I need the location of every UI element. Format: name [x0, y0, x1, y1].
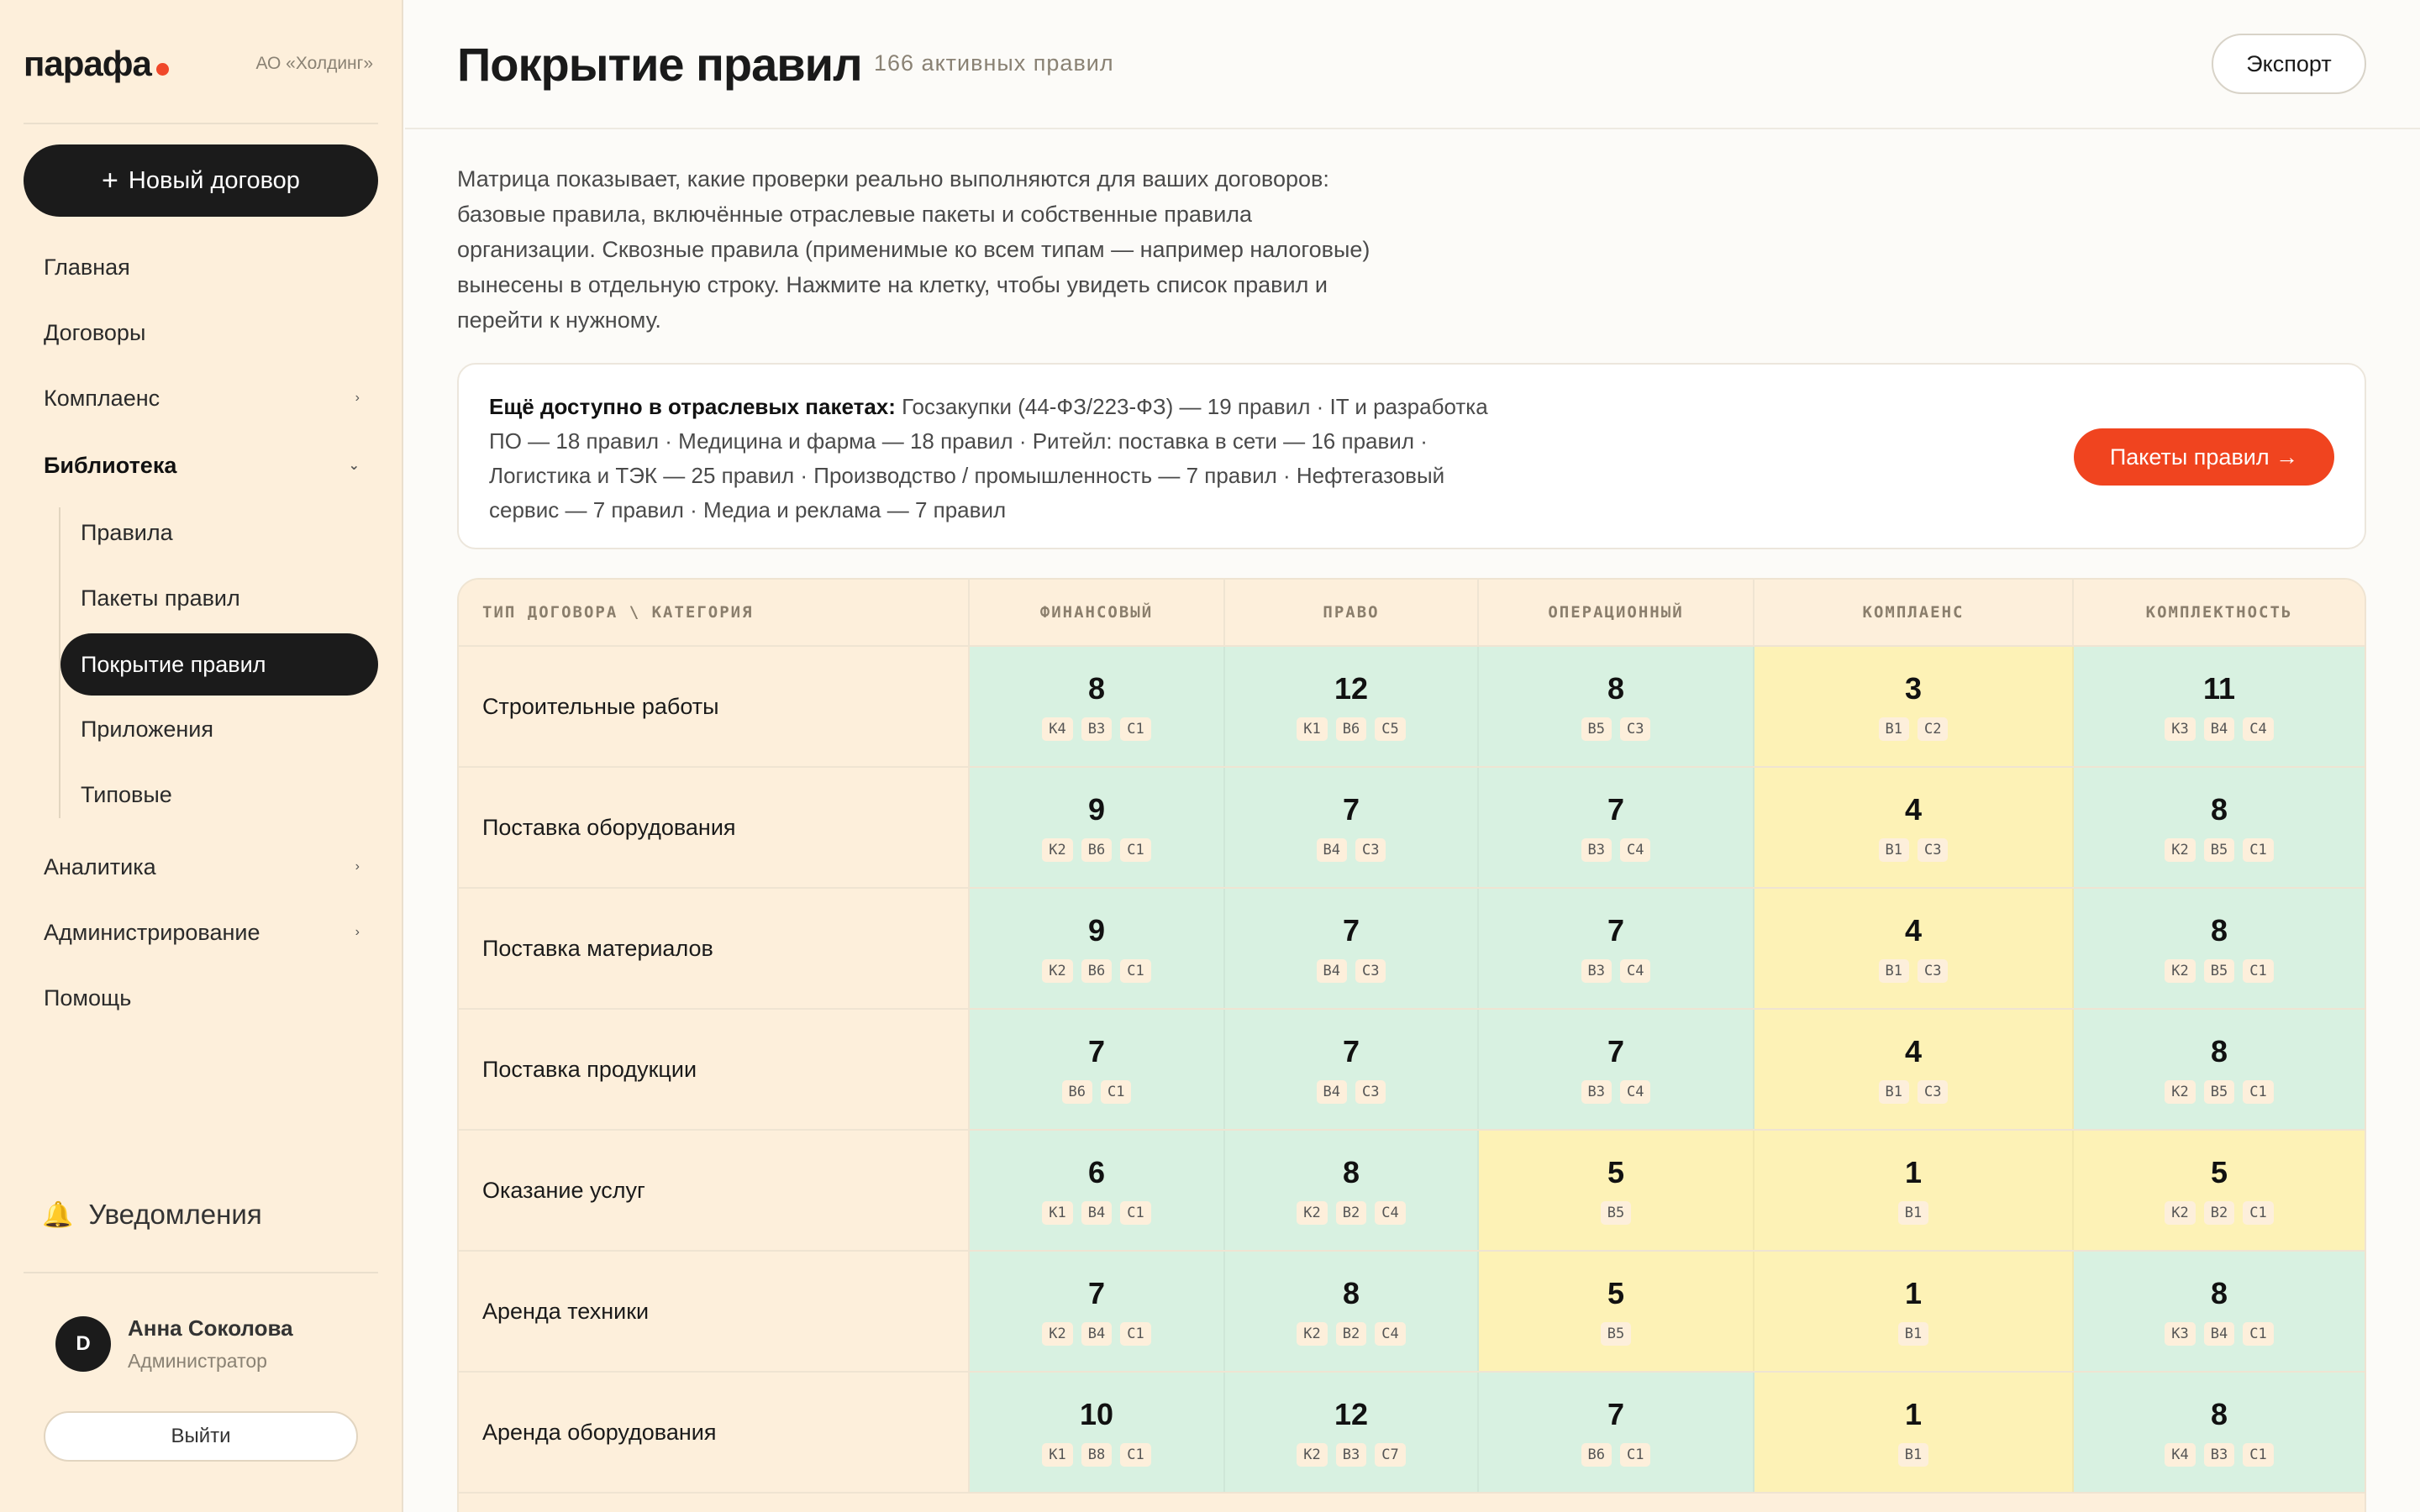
cell-chips — [1581, 717, 1651, 741]
cell-rule-count: 10 — [1079, 1397, 1114, 1431]
rule-chip: B2 — [1336, 1201, 1366, 1225]
rule-chip: C3 — [1355, 838, 1386, 862]
rule-chip: C1 — [1120, 1443, 1150, 1467]
rule-chip: B2 — [2204, 1201, 2234, 1225]
sidebar-item-home[interactable] — [44, 244, 378, 291]
rule-chip: C3 — [1355, 1080, 1386, 1104]
matrix-cell[interactable] — [1479, 647, 1754, 766]
rule-chip: B3 — [1581, 959, 1612, 983]
matrix-cell[interactable] — [1225, 1131, 1479, 1250]
rule-chip: B6 — [1581, 1443, 1612, 1467]
rule-chip: C4 — [1620, 959, 1650, 983]
cell-chips — [2165, 717, 2273, 741]
rule-chip: B1 — [1879, 717, 1909, 741]
export-button[interactable]: Экспорт — [2212, 34, 2366, 94]
column-header-legal: ПРАВО — [1225, 580, 1479, 645]
rule-chip: K1 — [1297, 717, 1327, 741]
rule-chip: B3 — [1581, 838, 1612, 862]
rule-chip: B4 — [2204, 1322, 2234, 1346]
rule-chip: C1 — [1101, 1080, 1131, 1104]
rule-chip: K2 — [2165, 838, 2195, 862]
rule-chip: B6 — [1336, 717, 1366, 741]
page-description: Матрица показывает, какие проверки реально выполняются для ваших договоров: базовые правила, включённые отраслевые пакеты и собственные правила организации. Сквозные правила (применимые ко всем типам — например налоговые) вынесены в отдельную строку. Нажмите на клетку, чтобы увидеть список правил и перейти к нужному. — [457, 166, 1370, 333]
rule-chip: C1 — [2243, 1322, 2273, 1346]
sidebar-item-label: Библиотека — [44, 452, 177, 478]
table-row — [459, 1373, 2365, 1494]
rule-chip: C4 — [1620, 1080, 1650, 1104]
sidebar-item-compliance[interactable] — [44, 375, 378, 422]
rule-chip: C1 — [2243, 959, 2273, 983]
row-label: Строительные работы — [459, 647, 970, 766]
sidebar-item-label: Администрирование — [44, 919, 260, 945]
cell-chips — [1601, 1322, 1631, 1346]
cell-chips — [1898, 1201, 1928, 1225]
sidebar-item-administration[interactable] — [44, 909, 378, 956]
matrix-body — [459, 647, 2365, 1494]
row-label: Оказание услуг — [459, 1131, 970, 1250]
rule-chip: C7 — [1375, 1443, 1405, 1467]
cell-rule-count: 4 — [1904, 913, 1923, 948]
bell-icon: 🔔 — [42, 1200, 74, 1229]
rule-chip: C3 — [1620, 717, 1650, 741]
cell-rule-count: 11 — [2202, 671, 2236, 706]
brand-row — [24, 44, 373, 83]
logo[interactable] — [24, 44, 169, 84]
cell-rule-count: 7 — [1607, 1397, 1625, 1431]
industry-packs-banner — [457, 363, 2366, 549]
active-rules-count: 166 активных правил — [874, 50, 1114, 76]
chevron-right-icon: › — [355, 391, 360, 405]
page-header — [405, 0, 2420, 129]
matrix-cell[interactable] — [1754, 889, 2074, 1008]
matrix-cell[interactable] — [1225, 1252, 1479, 1371]
chevron-right-icon: › — [355, 859, 360, 874]
rule-chip: K2 — [1297, 1322, 1327, 1346]
cell-rule-count: 1 — [1904, 1397, 1923, 1431]
cell-chips — [1879, 838, 1949, 862]
sidebar-item-label: Комплаенс — [44, 385, 160, 411]
chevron-down-icon: ⌄ — [348, 459, 360, 473]
sidebar-subitem-rules[interactable] — [81, 509, 378, 556]
rule-chip: C1 — [1120, 717, 1150, 741]
matrix-cell[interactable] — [2074, 768, 2365, 887]
rule-chip: K2 — [1297, 1443, 1327, 1467]
cell-chips — [1062, 1080, 1132, 1104]
rule-chip: B4 — [1317, 838, 1347, 862]
rule-chip: C5 — [1375, 717, 1405, 741]
cell-chips — [1317, 1080, 1386, 1104]
rule-chip: K2 — [1042, 838, 1072, 862]
matrix-cell[interactable] — [1754, 647, 2074, 766]
sidebar-subitem-appendices[interactable] — [81, 706, 378, 753]
cell-rule-count: 7 — [1607, 913, 1625, 948]
user-meta — [128, 1315, 293, 1373]
matrix-cell[interactable] — [2074, 1252, 2365, 1371]
matrix-cell[interactable] — [970, 1131, 1225, 1250]
rule-chip: C3 — [1918, 1080, 1948, 1104]
cell-chips — [1297, 1322, 1405, 1346]
organization-name[interactable]: АО «Холдинг» — [255, 54, 373, 73]
rule-chip: K1 — [1042, 1443, 1072, 1467]
rule-chip: B1 — [1879, 838, 1909, 862]
matrix-cell[interactable] — [2074, 1131, 2365, 1250]
cell-rule-count: 7 — [1607, 1034, 1625, 1068]
sidebar-item-library[interactable] — [44, 442, 378, 489]
cell-rule-count: 5 — [1607, 1276, 1625, 1310]
cell-chips — [1581, 838, 1651, 862]
chevron-right-icon: › — [355, 925, 360, 939]
cell-rule-count: 8 — [2210, 1034, 2228, 1068]
matrix-cell[interactable] — [1754, 1010, 2074, 1129]
table-row — [459, 1131, 2365, 1252]
rule-chip: K1 — [1042, 1201, 1072, 1225]
rule-chip: C1 — [2243, 1201, 2273, 1225]
sidebar-subitem-label: Приложения — [81, 716, 213, 742]
sidebar — [0, 0, 403, 1512]
rule-chip: C1 — [1120, 959, 1150, 983]
cell-chips — [1297, 1443, 1405, 1467]
industry-packs-list: Госзакупки (44-ФЗ/223-ФЗ) — 19 правил · IT и разработка ПО — 18 правил · Медицина и фарма — 18 правил · Ритейл: поставка в сети — 16 правил · Логистика и ТЭК — 25 правил · Производство / промышленность — 7 правил · Нефтегазовый сервис — 7 правил · Медиа и реклама — 7 правил — [489, 394, 1488, 522]
cell-rule-count: 5 — [1607, 1155, 1625, 1189]
cell-chips — [1898, 1322, 1928, 1346]
matrix-cell[interactable] — [1479, 889, 1754, 1008]
cell-chips — [1297, 717, 1405, 741]
rule-chip: B4 — [1317, 1080, 1347, 1104]
cell-chips — [1042, 1322, 1150, 1346]
matrix-cell[interactable] — [2074, 1010, 2365, 1129]
matrix-cell[interactable] — [970, 889, 1225, 1008]
sidebar-item-label: Помощь — [44, 984, 132, 1011]
cell-chips — [1581, 1443, 1651, 1467]
rule-chip: B6 — [1081, 838, 1112, 862]
cell-rule-count: 7 — [1342, 913, 1360, 948]
new-contract-label: Новый договор — [128, 166, 300, 194]
rule-chip: B1 — [1898, 1443, 1928, 1467]
matrix-cell[interactable] — [1754, 768, 2074, 887]
matrix-cell[interactable] — [970, 1010, 1225, 1129]
sidebar-subitem-label: Типовые — [81, 781, 172, 807]
matrix-cell[interactable] — [1225, 889, 1479, 1008]
divider — [24, 1272, 378, 1273]
cell-rule-count: 7 — [1087, 1034, 1106, 1068]
matrix-cell[interactable] — [1754, 1252, 2074, 1371]
rule-chip: C1 — [2243, 1443, 2273, 1467]
matrix-cell[interactable] — [1754, 1373, 2074, 1492]
avatar: D — [55, 1316, 111, 1372]
matrix-cell[interactable] — [1479, 768, 1754, 887]
rule-chip: B1 — [1898, 1322, 1928, 1346]
matrix-cell[interactable] — [1225, 768, 1479, 887]
rule-chip: K3 — [2165, 717, 2195, 741]
column-header-operational: ОПЕРАЦИОННЫЙ — [1479, 580, 1754, 645]
rule-chip: B8 — [1081, 1443, 1112, 1467]
matrix-header-row — [459, 580, 2365, 647]
cell-rule-count: 8 — [1607, 671, 1625, 706]
logout-button[interactable]: Выйти — [44, 1411, 358, 1462]
user-profile[interactable] — [55, 1315, 293, 1373]
rule-chip: C1 — [2243, 838, 2273, 862]
industry-packs-text — [489, 390, 1497, 528]
cell-chips — [1581, 959, 1651, 983]
sidebar-subitem-rule-coverage[interactable] — [60, 633, 378, 696]
column-header-compliance: КОМПЛАЕНС — [1754, 580, 2074, 645]
rule-chip: B3 — [1581, 1080, 1612, 1104]
rule-chip: B4 — [2204, 717, 2234, 741]
rule-chip: B4 — [1081, 1201, 1112, 1225]
matrix-cell[interactable] — [1225, 647, 1479, 766]
rule-chip: C4 — [1375, 1322, 1405, 1346]
rule-chip: B5 — [2204, 959, 2234, 983]
matrix-cell[interactable] — [1479, 1010, 1754, 1129]
cell-chips — [1879, 1080, 1949, 1104]
cell-chips — [1317, 838, 1386, 862]
cell-chips — [2165, 1322, 2273, 1346]
rule-chip: C4 — [2243, 717, 2273, 741]
sidebar-item-analytics[interactable] — [44, 843, 378, 890]
cell-chips — [2165, 1443, 2273, 1467]
cell-chips — [1042, 838, 1150, 862]
rule-chip: C1 — [1120, 1201, 1150, 1225]
matrix-cell[interactable] — [2074, 1373, 2365, 1492]
rule-chip: B4 — [1081, 1322, 1112, 1346]
rule-chip: C1 — [1120, 1322, 1150, 1346]
rule-chip: K2 — [2165, 1201, 2195, 1225]
matrix-cell[interactable] — [2074, 889, 2365, 1008]
cell-rule-count: 8 — [1087, 671, 1106, 706]
column-header-financial: ФИНАНСОВЫЙ — [970, 580, 1225, 645]
matrix-cell[interactable] — [970, 647, 1225, 766]
cell-rule-count: 9 — [1087, 792, 1106, 827]
rule-chip: B3 — [1081, 717, 1112, 741]
new-contract-button[interactable] — [24, 144, 378, 217]
matrix-cell[interactable] — [1225, 1373, 1479, 1492]
logo-text: парафа — [24, 44, 151, 83]
cell-chips — [1317, 959, 1386, 983]
matrix-cell[interactable] — [970, 1373, 1225, 1492]
cell-chips — [1581, 1080, 1651, 1104]
table-row — [459, 889, 2365, 1010]
table-row — [459, 647, 2365, 768]
cell-rule-count: 7 — [1607, 792, 1625, 827]
rule-chip: B5 — [1601, 1322, 1631, 1346]
rule-chip: B4 — [1317, 959, 1347, 983]
cell-rule-count: 3 — [1904, 671, 1923, 706]
rule-chip: B5 — [1581, 717, 1612, 741]
rule-chip: K2 — [2165, 959, 2195, 983]
sidebar-item-label: Аналитика — [44, 853, 156, 879]
sidebar-item-label: Договоры — [44, 319, 146, 345]
notifications-link[interactable] — [42, 1191, 262, 1238]
matrix-cell[interactable] — [1479, 1252, 1754, 1371]
user-name: Анна Соколова — [128, 1315, 293, 1341]
cell-rule-count: 8 — [2210, 1276, 2228, 1310]
table-row — [459, 1252, 2365, 1373]
cell-chips — [1879, 717, 1949, 741]
notifications-label: Уведомления — [88, 1199, 262, 1230]
table-row — [459, 768, 2365, 889]
cell-chips — [1042, 1443, 1150, 1467]
rule-chip: C3 — [1355, 959, 1386, 983]
coverage-matrix — [457, 578, 2366, 1512]
plus-icon: + — [102, 164, 118, 197]
row-label: Аренда оборудования — [459, 1373, 970, 1492]
user-role: Администратор — [128, 1350, 267, 1372]
cell-chips — [1297, 1201, 1405, 1225]
rule-chip: C1 — [1620, 1443, 1650, 1467]
cell-chips — [1042, 1201, 1150, 1225]
rule-chip: B2 — [1336, 1322, 1366, 1346]
matrix-cell[interactable] — [1225, 1010, 1479, 1129]
rule-chip: K2 — [1297, 1201, 1327, 1225]
row-label: Поставка оборудования — [459, 768, 970, 887]
matrix-cell[interactable] — [970, 1252, 1225, 1371]
table-row — [459, 1010, 2365, 1131]
rule-chip: C3 — [1918, 838, 1948, 862]
cell-rule-count: 8 — [2210, 1397, 2228, 1431]
cell-chips — [1879, 959, 1949, 983]
cell-rule-count: 1 — [1904, 1276, 1923, 1310]
cell-rule-count: 5 — [2210, 1155, 2228, 1189]
sidebar-subitem-label: Покрытие правил — [81, 651, 266, 677]
rule-chip: C3 — [1918, 959, 1948, 983]
cell-rule-count: 8 — [2210, 792, 2228, 827]
matrix-cell[interactable] — [1479, 1131, 1754, 1250]
rule-chip: B6 — [1062, 1080, 1092, 1104]
sidebar-subitem-label: Правила — [81, 519, 173, 545]
rule-chip: C4 — [1375, 1201, 1405, 1225]
rule-chip: B3 — [1336, 1443, 1366, 1467]
row-label: Поставка материалов — [459, 889, 970, 1008]
rule-chip: C4 — [1620, 838, 1650, 862]
cell-rule-count: 8 — [1342, 1155, 1360, 1189]
matrix-corner-header: ТИП ДОГОВОРА \ КАТЕГОРИЯ — [459, 580, 970, 645]
matrix-cell[interactable] — [1754, 1131, 2074, 1250]
cell-rule-count: 12 — [1334, 1397, 1369, 1431]
cell-rule-count: 9 — [1087, 913, 1106, 948]
rule-chip: B1 — [1879, 959, 1909, 983]
rule-chip: B5 — [2204, 1080, 2234, 1104]
cell-chips — [2165, 1080, 2273, 1104]
rule-chip: B1 — [1879, 1080, 1909, 1104]
row-label: Поставка продукции — [459, 1010, 970, 1129]
divider — [24, 123, 378, 124]
cell-chips — [2165, 959, 2273, 983]
logo-dot — [156, 63, 169, 76]
rule-chip: B3 — [2204, 1443, 2234, 1467]
row-label: Аренда техники — [459, 1252, 970, 1371]
cell-rule-count: 6 — [1087, 1155, 1106, 1189]
rule-chip: C1 — [2243, 1080, 2273, 1104]
rule-chip: C2 — [1918, 717, 1948, 741]
cell-rule-count: 7 — [1342, 1034, 1360, 1068]
industry-packs-lead: Ещё доступно в отраслевых пакетах: — [489, 394, 896, 419]
sidebar-subitem-label: Пакеты правил — [81, 585, 240, 611]
rule-chip: B5 — [1601, 1201, 1631, 1225]
sidebar-item-contracts[interactable] — [44, 309, 378, 356]
rule-chip: B1 — [1898, 1201, 1928, 1225]
rule-chip: K2 — [1042, 1322, 1072, 1346]
rule-chip: B5 — [2204, 838, 2234, 862]
cell-rule-count: 4 — [1904, 1034, 1923, 1068]
cell-chips — [1898, 1443, 1928, 1467]
sidebar-subitem-rule-packs[interactable] — [81, 575, 378, 622]
cell-chips — [1042, 717, 1150, 741]
cell-rule-count: 8 — [2210, 913, 2228, 948]
sidebar-item-help[interactable] — [44, 974, 378, 1021]
cell-rule-count: 7 — [1087, 1276, 1106, 1310]
rule-chip: K4 — [2165, 1443, 2195, 1467]
cell-chips — [1601, 1201, 1631, 1225]
cell-rule-count: 4 — [1904, 792, 1923, 827]
rule-chip: C1 — [1120, 838, 1150, 862]
rule-chip: K2 — [2165, 1080, 2195, 1104]
cell-chips — [1042, 959, 1150, 983]
rule-chip: B6 — [1081, 959, 1112, 983]
rule-chip: K4 — [1042, 717, 1072, 741]
matrix-cell[interactable] — [2074, 647, 2365, 766]
rule-chip: K2 — [1042, 959, 1072, 983]
cell-rule-count: 1 — [1904, 1155, 1923, 1189]
cell-chips — [2165, 838, 2273, 862]
rule-chip: K3 — [2165, 1322, 2195, 1346]
matrix-cell[interactable] — [970, 768, 1225, 887]
matrix-cell[interactable] — [1479, 1373, 1754, 1492]
cell-rule-count: 8 — [1342, 1276, 1360, 1310]
cell-rule-count: 7 — [1342, 792, 1360, 827]
rule-packs-button[interactable]: Пакеты правил → — [2074, 428, 2334, 486]
sidebar-item-label: Главная — [44, 254, 130, 280]
sidebar-subitem-templates[interactable] — [81, 771, 378, 818]
cell-rule-count: 12 — [1334, 671, 1369, 706]
cell-chips — [2165, 1201, 2273, 1225]
column-header-completeness: КОМПЛЕКТНОСТЬ — [2145, 603, 2293, 622]
page-title: Покрытие правил — [457, 38, 862, 91]
